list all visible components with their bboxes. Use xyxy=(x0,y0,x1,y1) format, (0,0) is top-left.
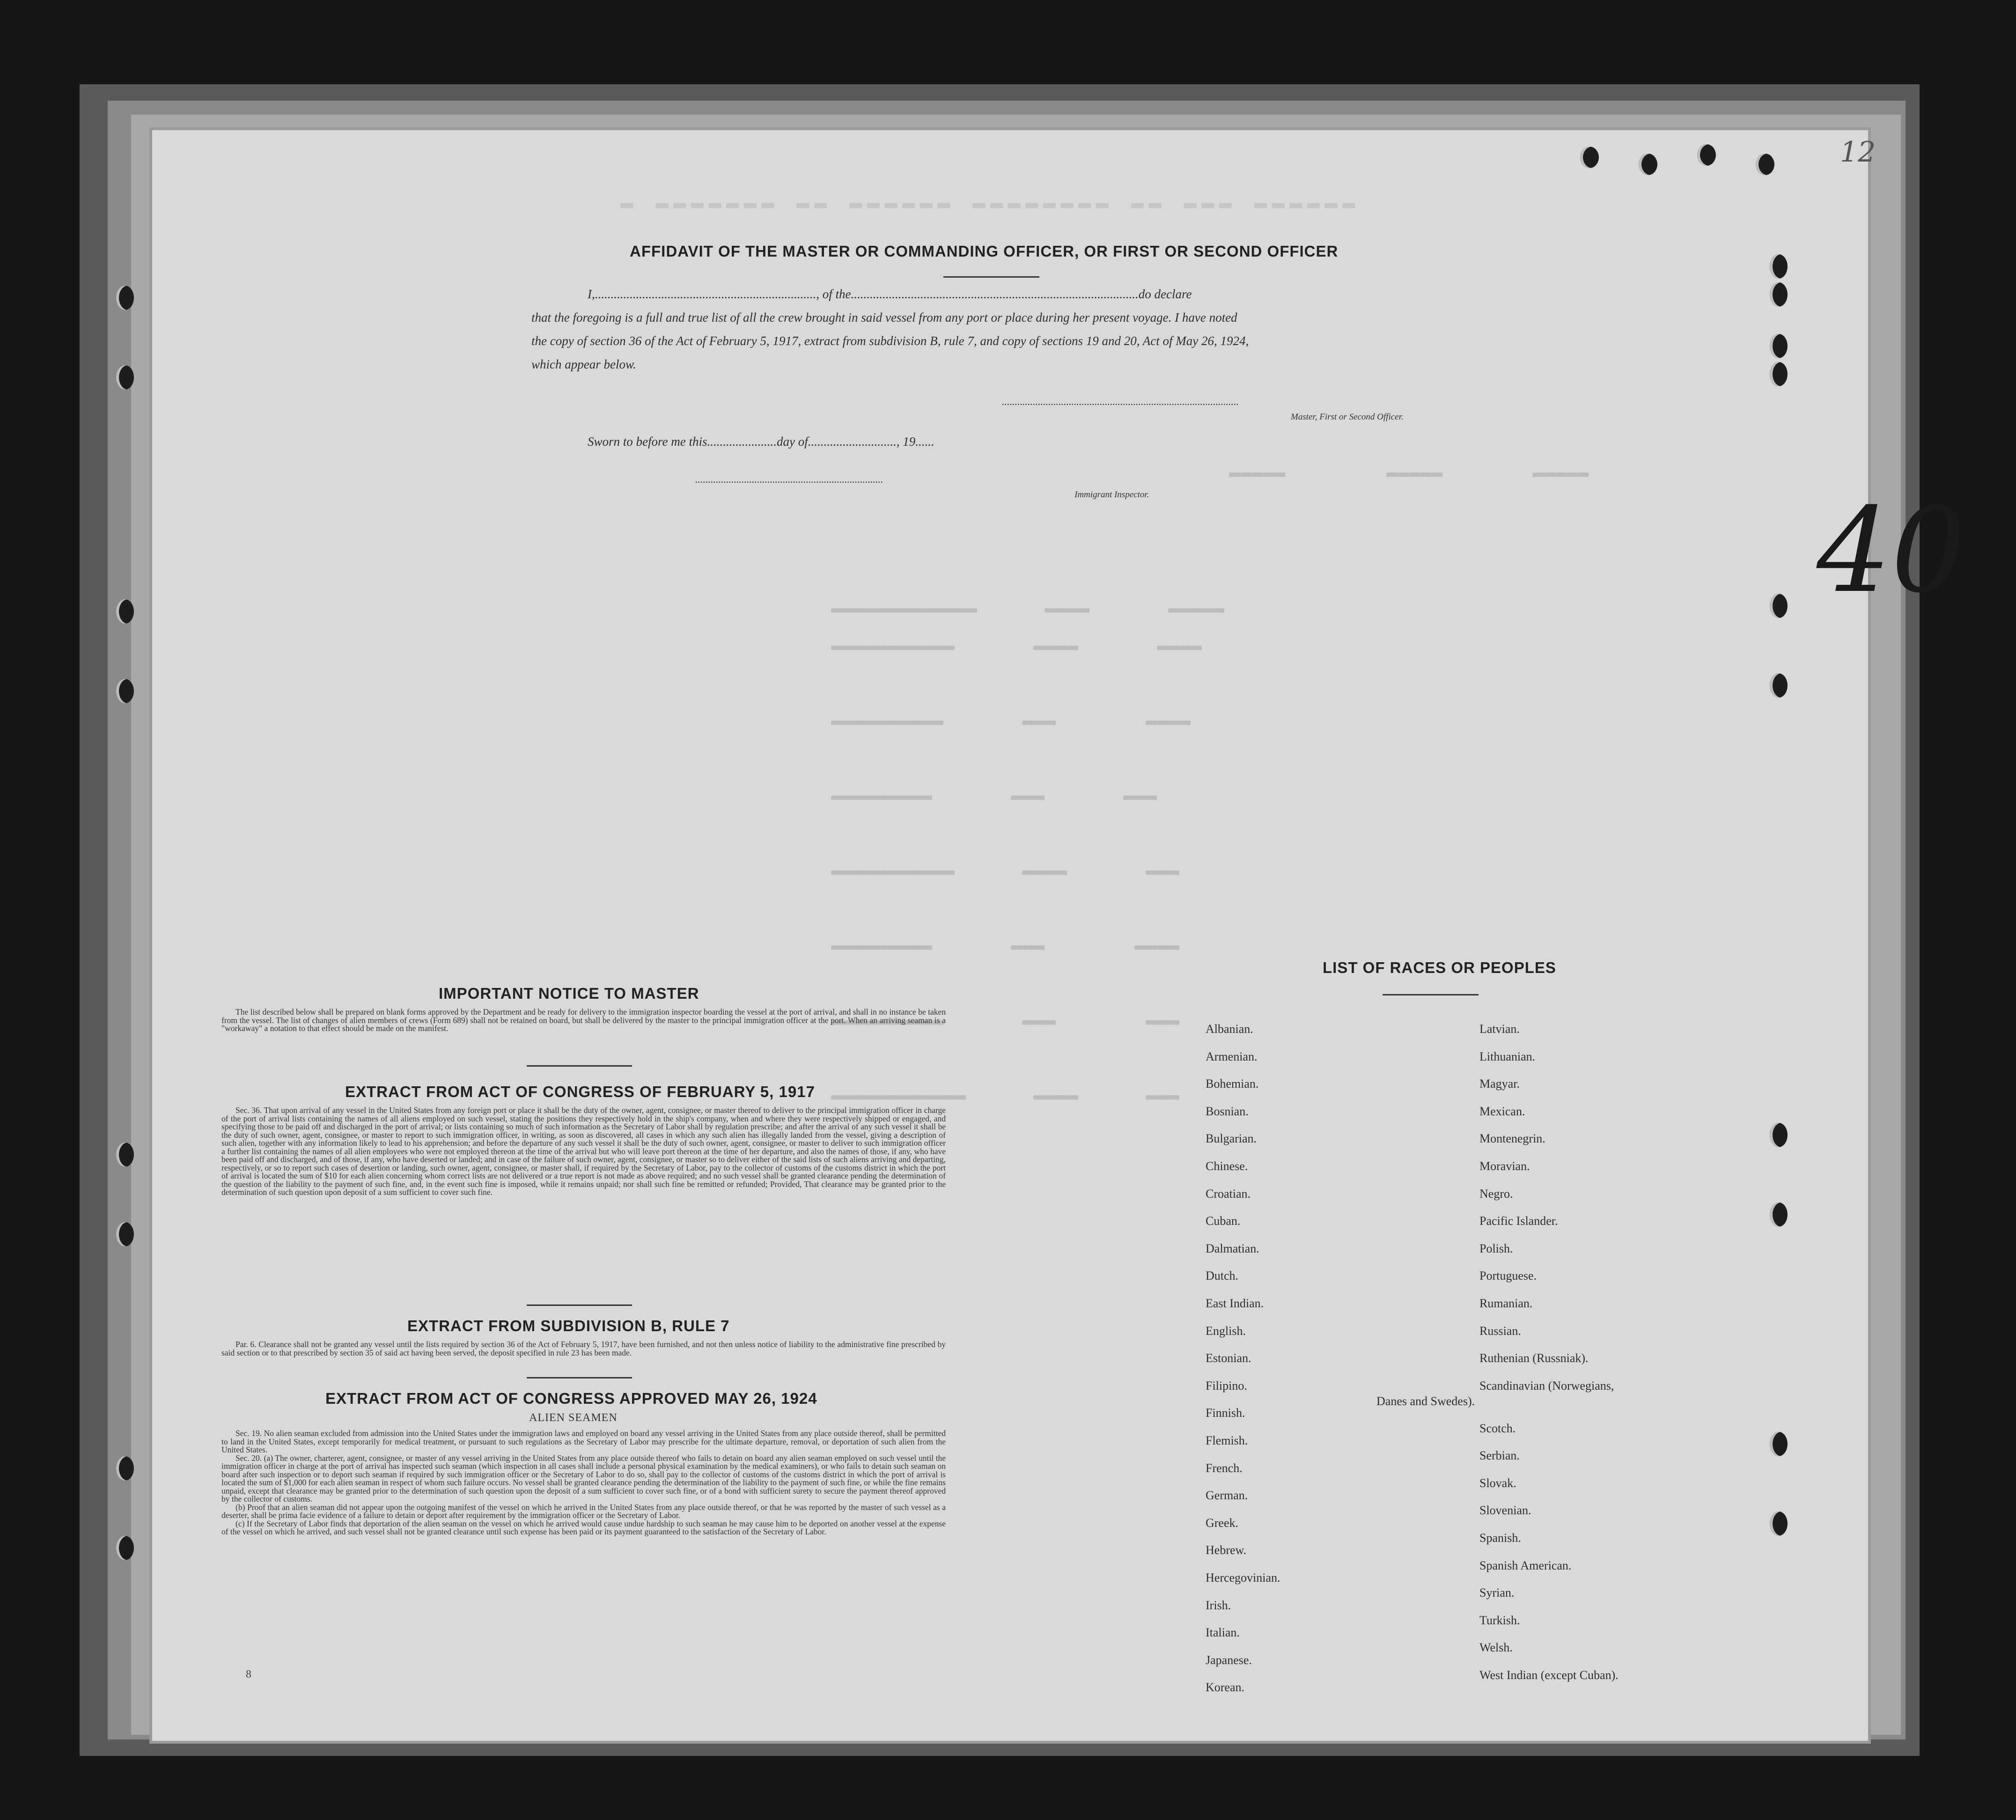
race-item: Hebrew. xyxy=(1206,1543,1247,1557)
punch-hole xyxy=(1770,1202,1788,1227)
punch-hole xyxy=(1770,254,1788,279)
race-item: Cuban. xyxy=(1206,1214,1241,1228)
extract-1917-text xyxy=(221,1106,946,1197)
punch-hole xyxy=(1580,147,1599,168)
section-20a-paragraph: Sec. 20. (a) The owner, charterer, agent, consignee, or master of any vessel arriving in the United States from any place outside thereof who fails to detain on board any alien seaman employed on such vessel until the immigration officer in charge at the port of arrival has inspected such seaman (which inspection in all cases shall include a personal physical examination by the medical examiners), or who fails to detain such seaman on board after such inspection or to deport such seaman if required by such immigration officer or the Secretary of Labor to do so, shall pay to the collector of customs of the customs district in which the port of arrival is located the sum of $1,000 for each alien seaman in respect of whom such failure occurs. No vessel shall be granted clearance pending the determination of the liability to the payment of such fine, or while the fine remains unpaid, except that clearance may be granted prior to the determination of such question upon the deposit of a sum sufficient to cover such fine, or of a bond with sufficient surety to secure the payment thereof approved by the collector of customs. xyxy=(221,1453,946,1503)
bleed-through-text: ▬▬▬▬▬▬▬▬▬▬▬▬ ▬▬▬▬ ▬▬▬ xyxy=(831,1085,1180,1106)
binder-hole xyxy=(116,365,134,390)
extract-1924-title: EXTRACT FROM ACT OF CONGRESS APPROVED MAY 26, 1924 xyxy=(325,1390,817,1407)
handwritten-number: 40 xyxy=(1817,482,1966,619)
race-item: Slovenian. xyxy=(1479,1503,1531,1518)
punch-hole xyxy=(1770,673,1788,698)
race-item: Polish. xyxy=(1479,1241,1513,1255)
section-20c-paragraph: (c) If the Secretary of Labor finds that deportation of the alien seaman on the vessel on which he arrived would cause undue hardship to such seaman he may cause him to be deported on another vessel at the expense of the vessel on which he arrived, and such vessel shall not be granted clearance until such expense has been paid or its payment guaranteed to the satisfaction of the Secretary of Labor. xyxy=(221,1518,946,1536)
bleed-through-text: ▬▬▬▬▬▬▬▬▬▬ ▬▬▬ ▬▬▬ xyxy=(831,1010,1180,1032)
binder-hole xyxy=(116,286,134,310)
affidavit-line-3: the copy of section 36 of the Act of February 5, 1917, extract from subdivision B, rule 7, and copy of sections 19 and 20, Act of May 26, 1924, xyxy=(531,334,1249,348)
race-item: Spanish American. xyxy=(1479,1558,1572,1572)
alien-seamen-subtitle: ALIEN SEAMEN xyxy=(529,1412,618,1424)
race-item: Croatian. xyxy=(1206,1186,1251,1201)
race-item: Serbian. xyxy=(1479,1449,1520,1463)
race-item: East Indian. xyxy=(1206,1297,1264,1310)
sworn-line: Sworn to before me this......................day of............................, 19...... xyxy=(588,435,934,449)
punch-hole xyxy=(1770,362,1788,386)
race-item: Italian. xyxy=(1206,1626,1240,1640)
punch-hole xyxy=(1770,1123,1788,1147)
binder-hole xyxy=(116,1456,134,1481)
race-item: Scandinavian (Norwegians, xyxy=(1479,1378,1614,1393)
race-item: Scotch. xyxy=(1479,1421,1516,1435)
race-item: Armenian. xyxy=(1206,1049,1258,1063)
notice-paragraph: The list described below shall be prepared on blank forms approved by the Department and be ready for delivery to the immigration inspector boarding the vessel at the port of arrival, and shall in no instance be taken from the vessel. The list of changes of alien members of crews (Form 689) shall not be retained on board, but shall be delivered by the master to the principal immigration officer at the port. When an arriving seaman is a "workaway" a notation to that effect should be made on the manifest. xyxy=(221,1007,946,1033)
races-title: LIST OF RACES OR PEOPLES xyxy=(1323,959,1556,976)
race-item: Filipino. xyxy=(1206,1378,1247,1393)
extract-1917-title: EXTRACT FROM ACT OF CONGRESS OF FEBRUARY 5, 1917 xyxy=(345,1083,815,1100)
race-item: Turkish. xyxy=(1479,1613,1520,1627)
bleed-through-text: ▬▬▬▬▬▬▬▬▬ ▬▬▬ ▬▬▬ xyxy=(831,786,1157,807)
binder-hole xyxy=(116,679,134,703)
race-item: Irish. xyxy=(1206,1598,1231,1612)
rule7-paragraph: Par. 6. Clearance shall not be granted any vessel until the lists required by section 36 of the Act of February 5, 1917, have been furnished, and not then unless notice of liability to the administrative fine prescribed by said section or to that prescribed by section 35 of said act having been served, the deposit specified in rule 23 has been made. xyxy=(221,1340,946,1357)
race-item: Korean. xyxy=(1206,1680,1245,1695)
rule7-title: EXTRACT FROM SUBDIVISION B, RULE 7 xyxy=(407,1317,730,1334)
race-item: Dutch. xyxy=(1206,1269,1239,1283)
race-item: Japanese. xyxy=(1206,1653,1252,1667)
rule7-text xyxy=(221,1341,946,1357)
binder-hole xyxy=(116,1222,134,1246)
notice-title: IMPORTANT NOTICE TO MASTER xyxy=(439,985,699,1002)
race-item: Russian. xyxy=(1479,1324,1521,1338)
section-36-paragraph: Sec. 36. That upon arrival of any vessel in the United States from any foreign port or place it shall be the duty of the owner, agent, consignee, or master thereof to deliver to the principal immigration officer in charge of the port of arrival lists containing the names of all aliens employed on such vessel, stating the positions they respectively hold in the ship's company, when and where they were respectively shipped or engaged, and specifying those to be paid off and discharged in the port of arrival; or lists containing so much of such information as the Secretary of Labor shall by regulation prescribe; and after the arrival of any such vessel it shall be the duty of such owner, agent, consignee, or master to report to such immigration officer, in writing, as soon as discovered, all cases in which any such alien has illegally landed from the vessel, giving a description of such alien, together with any information likely to lead to his apprehension; and before the departure of any such vessel it shall be the duty of such owner, agent, consignee, or master to deliver to such immigration officer a further list containing the names of all alien employees who were not employed thereon at the time of the arrival but who will leave port thereon at the time of her departure, and also the names of those, if any, who have been paid off and discharged, and of those, if any, who have deserted or landed; and in case of the failure of such owner, agent, consignee, or master so to deliver either of the said lists of such aliens arriving and departing, respectively, or so to report such cases of desertion or landing, such owner, agent, consignee, or master shall, if required by the Secretary of Labor, pay to the collector of customs of the customs district in which the port of arrival is located the sum of $10 for each alien concerning whom correct lists are not delivered or a true report is not made as above required; and no such vessel shall be granted clearance pending the determination of the question of the liability to the payment of such fine, and, in the event such fine is imposed, while it remains unpaid; nor shall such fine be remitted or refunded; Provided, That clearance may be granted prior to the determination of such question upon deposit of a sum sufficient to cover such fine. xyxy=(221,1105,946,1197)
signature-line: ............................................................................................ xyxy=(1002,396,1239,407)
bleed-through-text: ▬▬▬▬▬▬▬▬▬▬▬▬▬ ▬▬▬▬ ▬▬▬▬▬ xyxy=(831,598,1225,619)
race-item: French. xyxy=(1206,1461,1243,1475)
race-item: Ruthenian (Russniak). xyxy=(1479,1351,1589,1365)
race-item: Lithuanian. xyxy=(1479,1049,1536,1063)
race-item: Bulgarian. xyxy=(1206,1132,1257,1146)
race-item: Montenegrin. xyxy=(1479,1132,1545,1146)
punch-hole xyxy=(1639,154,1657,175)
race-item: Rumanian. xyxy=(1479,1297,1533,1310)
race-item: Finnish. xyxy=(1206,1406,1245,1420)
race-item: Pacific Islander. xyxy=(1479,1214,1558,1228)
title-rule xyxy=(943,276,1039,278)
race-item: Mexican. xyxy=(1479,1104,1525,1118)
bleed-through-text: ▬▬▬▬▬ ▬▬▬▬▬ ▬▬▬▬▬ xyxy=(1229,463,1589,484)
race-item: Latvian. xyxy=(1479,1022,1520,1036)
affidavit-line-4: which appear below. xyxy=(531,357,636,371)
race-item: English. xyxy=(1206,1324,1246,1338)
section-19-paragraph: Sec. 19. No alien seaman excluded from admission into the United States under the immigration laws and employed on board any vessel arriving in the United States from any place outside thereof, shall be permitted to land in the United States, except temporarily for medical treatment, or pursuant to such regulations as the Secretary of Labor may prescribe for the ultimate departure, removal, or deportation of such alien from the United States. xyxy=(221,1429,946,1454)
race-item: Welsh. xyxy=(1479,1641,1513,1655)
affidavit-line-2: that the foregoing is a full and true list of all the crew brought in said vessel from any port or place during her present voyage. I have noted xyxy=(531,310,1237,324)
handwritten-page-number: 12 xyxy=(1840,136,1876,169)
race-item: Bohemian. xyxy=(1206,1077,1259,1091)
bleed-through-text: ▬ ▬▬▬▬▬▬▬ ▬▬ ▬▬▬▬▬▬ ▬▬▬▬▬▬▬▬ ▬▬ ▬▬▬ ▬▬▬▬▬▬ xyxy=(620,191,1360,215)
race-item: Flemish. xyxy=(1206,1434,1248,1447)
race-item: Albanian. xyxy=(1206,1022,1253,1036)
bleed-through-text: ▬▬▬▬▬▬▬▬▬▬ ▬▬▬ ▬▬▬▬ xyxy=(831,711,1191,732)
race-item: Portuguese. xyxy=(1479,1269,1537,1283)
extract-1924-text xyxy=(221,1429,946,1536)
form-footer-mark: 8 xyxy=(246,1668,251,1680)
race-item: Syrian. xyxy=(1479,1586,1515,1600)
inspector-signature-line: ......................................................................... xyxy=(695,473,883,485)
affidavit-title: AFFIDAVIT OF THE MASTER OR COMMANDING OFFICER, OR FIRST OR SECOND OFFICER xyxy=(630,243,1339,260)
race-item: Bosnian. xyxy=(1206,1104,1249,1118)
races-title-rule xyxy=(1383,994,1479,995)
race-item: Negro. xyxy=(1479,1186,1513,1201)
section-rule xyxy=(527,1377,632,1378)
race-item: German. xyxy=(1206,1488,1248,1503)
race-item: Estonian. xyxy=(1206,1351,1251,1365)
punch-hole xyxy=(1770,594,1788,618)
affidavit-line-1: I,......................................................................, of the...........................................................................................do declare xyxy=(588,287,1192,301)
bleed-through-text: ▬▬▬▬▬▬▬▬▬▬▬ ▬▬▬▬ ▬▬▬ xyxy=(831,861,1180,882)
race-item: Dalmatian. xyxy=(1206,1241,1259,1255)
section-rule xyxy=(527,1065,632,1067)
race-item-continuation: Danes and Swedes). xyxy=(1376,1394,1475,1408)
race-item: Moravian. xyxy=(1479,1159,1530,1173)
punch-hole xyxy=(1770,1511,1788,1536)
inspector-label: Immigrant Inspector. xyxy=(1074,490,1149,500)
race-item: Hercegovinian. xyxy=(1206,1571,1280,1584)
section-rule xyxy=(527,1304,632,1306)
punch-hole xyxy=(1697,144,1716,166)
signature-label: Master, First or Second Officer. xyxy=(1291,412,1404,422)
binder-hole xyxy=(116,599,134,624)
binder-hole xyxy=(116,1536,134,1560)
race-item: Spanish. xyxy=(1479,1531,1521,1545)
race-item: Chinese. xyxy=(1206,1159,1248,1173)
notice-text xyxy=(221,1008,946,1033)
race-item: West Indian (except Cuban). xyxy=(1479,1668,1619,1682)
section-20b-paragraph: (b) Proof that an alien seaman did not appear upon the outgoing manifest of the vessel on which he arrived in the United States from any place outside thereof, or that he was reported by the master of such vessel as a deserter, shall be prima facie evidence of a failure to detain or deport after requirement by the immigration officer or the Secretary of Labor. xyxy=(221,1502,946,1520)
race-item: Magyar. xyxy=(1479,1077,1520,1091)
binder-hole xyxy=(116,1142,134,1167)
punch-hole xyxy=(1770,334,1788,358)
bleed-through-text: ▬▬▬▬▬▬▬▬▬ ▬▬▬ ▬▬▬▬ xyxy=(831,936,1180,957)
punch-hole xyxy=(1756,154,1774,175)
punch-hole xyxy=(1770,282,1788,307)
document-page xyxy=(152,130,1868,1741)
bleed-through-text: ▬▬▬▬▬▬▬▬▬▬▬ ▬▬▬▬ ▬▬▬▬ xyxy=(831,636,1202,657)
race-item: Slovak. xyxy=(1479,1476,1516,1490)
race-item: Greek. xyxy=(1206,1516,1239,1530)
punch-hole xyxy=(1770,1432,1788,1456)
